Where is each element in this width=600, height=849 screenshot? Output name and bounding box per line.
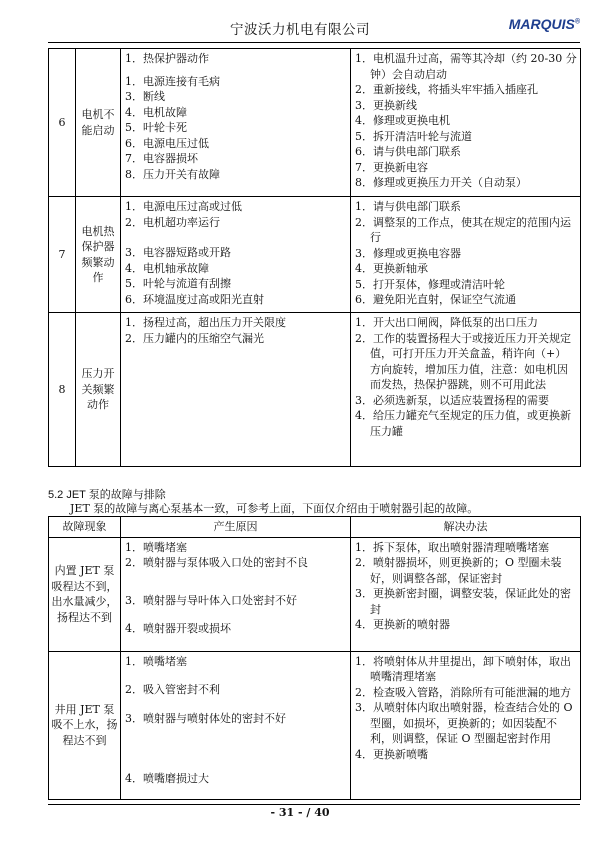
cause-item: 8．压力开关有故障 <box>125 167 220 181</box>
spacer <box>125 608 347 621</box>
page-number: - 31 - / 40 <box>270 806 330 819</box>
cause-item: 3．喷射器与导叶体入口处密封不好 <box>125 593 297 607</box>
cause-item: 1．电源电压过高或过低 <box>125 200 242 213</box>
cause-item: 1．电源连接有毛病 <box>125 74 220 88</box>
cause-cell <box>121 49 351 197</box>
cause-item: 1．热保护器动作 <box>125 52 209 65</box>
cause-item: 7．电容器损坏 <box>125 152 198 165</box>
spacer <box>125 669 347 682</box>
solution-item: 4．给压力罐充气至规定的压力值，或更换新压力罐 <box>355 409 571 438</box>
table-row-7 <box>49 197 581 313</box>
solution-item: 1．拆下泵体，取出喷射器清理喷嘴堵塞 <box>355 540 549 554</box>
cause-item: 6．环境温度过高或阳光直射 <box>125 292 264 306</box>
solution-item: 1．电机温升过高，需等其冷却（约 20-30 分钟）会自动启动 <box>355 52 577 81</box>
spacer <box>125 726 347 771</box>
header-symptom: 故障现象 <box>49 517 121 538</box>
solution-item: 2．工作的装置扬程大于或接近压力开关规定值，可打开压力开关盒盖，稍许向（+）方向旋转，增加压力值，注意：如电机因而发热，热保护器跳，则不可用此法 <box>355 331 571 391</box>
solution-item: 6．避免阳光直射，保证空气流通 <box>355 293 516 306</box>
row-number: 8 <box>49 313 76 467</box>
cause-cell <box>121 651 351 799</box>
cause-cell <box>121 197 351 313</box>
cause-item: 2．压力罐内的压缩空气漏光 <box>125 331 264 345</box>
solution-item: 2．喷射器损坏，则更换新的；O 型圈未装好，则调整各部，保证密封 <box>355 556 562 585</box>
solution-item: 3．更换新线 <box>355 98 417 112</box>
troubleshooting-table-1 <box>48 48 581 467</box>
table-row-jet-internal <box>49 537 581 651</box>
footer-rule <box>48 804 580 805</box>
solution-item: 2．重新接线，将插头牢牢插入插座孔 <box>355 83 538 96</box>
solution-item: 3．修理或更换电容器 <box>355 246 461 260</box>
solution-cell <box>351 313 581 467</box>
cause-item: 4．喷射器开裂或损坏 <box>125 622 231 635</box>
cause-item: 2．电机超功率运行 <box>125 215 220 229</box>
table-row-6 <box>49 49 581 197</box>
jet-troubleshooting-table <box>48 516 581 800</box>
solution-cell <box>351 537 581 651</box>
cause-item: 3．喷射器与喷射体处的密封不好 <box>125 711 286 725</box>
solution-cell <box>351 651 581 799</box>
row-number: 7 <box>49 197 76 313</box>
solution-item: 5．打开泵体，修理或清洁叶轮 <box>355 277 505 291</box>
solution-item: 8．修理或更换压力开关（自动泵） <box>355 176 527 189</box>
solution-item: 4．更换新喷嘴 <box>355 747 428 761</box>
cause-item: 1．扬程过高，超出压力开关限度 <box>125 316 286 329</box>
cause-cell <box>121 537 351 651</box>
table-row-jet-well <box>49 651 581 799</box>
section-title: 5.2 JET 泵的故障与排除 <box>48 488 166 501</box>
header-solution: 解决办法 <box>351 517 581 538</box>
solution-cell <box>351 197 581 313</box>
table-row-8 <box>49 313 581 467</box>
solution-item: 4．更换新轴承 <box>355 262 428 275</box>
solution-item: 1．请与供电部门联系 <box>355 200 461 213</box>
solution-item: 1．开大出口闸阀，降低泵的出口压力 <box>355 316 538 329</box>
cause-item: 4．喷嘴磨损过大 <box>125 772 209 785</box>
cause-item: 3．断线 <box>125 90 165 103</box>
solution-item: 5．拆开清洁叶轮与流道 <box>355 129 472 143</box>
company-title: 宁波沃力机电有限公司 <box>230 22 370 38</box>
solution-item: 2．检查吸入管路，消除所有可能泄漏的地方 <box>355 685 571 699</box>
cause-item: 4．电机轴承故障 <box>125 261 209 275</box>
symptom-cell: 电机不能启动 <box>76 49 121 197</box>
cause-item: 3．电容器短路或开路 <box>125 246 231 259</box>
symptom-cell: 内置 JET 泵吸程达不到，出水量减少，扬程达不到 <box>49 537 121 651</box>
cause-item: 2．喷射器与泵体吸入口处的密封不良 <box>125 556 308 569</box>
solution-item: 6．请与供电部门联系 <box>355 145 461 158</box>
cause-item: 6．电源电压过低 <box>125 136 209 150</box>
solution-cell <box>351 49 581 197</box>
solution-item: 4．修理或更换电机 <box>355 114 450 127</box>
header-rule <box>48 42 580 43</box>
page-header <box>0 0 600 46</box>
spacer <box>125 571 347 593</box>
symptom-cell: 电机热保护器频繁动作 <box>76 197 121 313</box>
symptom-cell: 压力开关频繁动作 <box>76 313 121 467</box>
cause-item: 5．叶轮与流道有刮擦 <box>125 277 231 290</box>
marquis-logo: MARQUIS® <box>508 16 580 32</box>
solution-item: 3．从喷射体内取出喷射器，检查结合处的 O 型圈，如损坏，更换新的；如因装配不利，则调整，保证 O 型圈起密封作用 <box>355 701 573 745</box>
spacer <box>125 698 347 711</box>
solution-item: 4．更换新的喷射器 <box>355 618 450 631</box>
row-number: 6 <box>49 49 76 197</box>
spacer <box>125 230 347 245</box>
header-cause: 产生原因 <box>121 517 351 538</box>
solution-item: 7．更换新电容 <box>355 160 428 174</box>
cause-item: 2．吸入管密封不利 <box>125 683 220 696</box>
symptom-cell: 井用 JET 泵吸不上水，扬程达不到 <box>49 651 121 799</box>
solution-item: 3．必须选新泵，以适应装置扬程的需要 <box>355 393 549 407</box>
cause-item: 4．电机故障 <box>125 105 187 119</box>
section-intro: JET 泵的故障与离心泵基本一致，可参考上面，下面仅介绍由于喷射器引起的故障。 <box>70 502 479 515</box>
cause-cell <box>121 313 351 467</box>
solution-item: 3．更换新密封圈，调整安装，保证此处的密封 <box>355 587 571 616</box>
solution-item: 1．将喷射体从井里提出，卸下喷射体，取出喷嘴清理堵塞 <box>355 654 571 683</box>
spacer <box>125 67 347 74</box>
cause-item: 1．喷嘴堵塞 <box>125 540 187 554</box>
cause-item: 5．叶轮卡死 <box>125 121 187 134</box>
solution-item: 2．调整泵的工作点，使其在规定的范围内运行 <box>355 215 571 244</box>
cause-item: 1．喷嘴堵塞 <box>125 654 187 668</box>
table-header-row <box>49 517 581 538</box>
